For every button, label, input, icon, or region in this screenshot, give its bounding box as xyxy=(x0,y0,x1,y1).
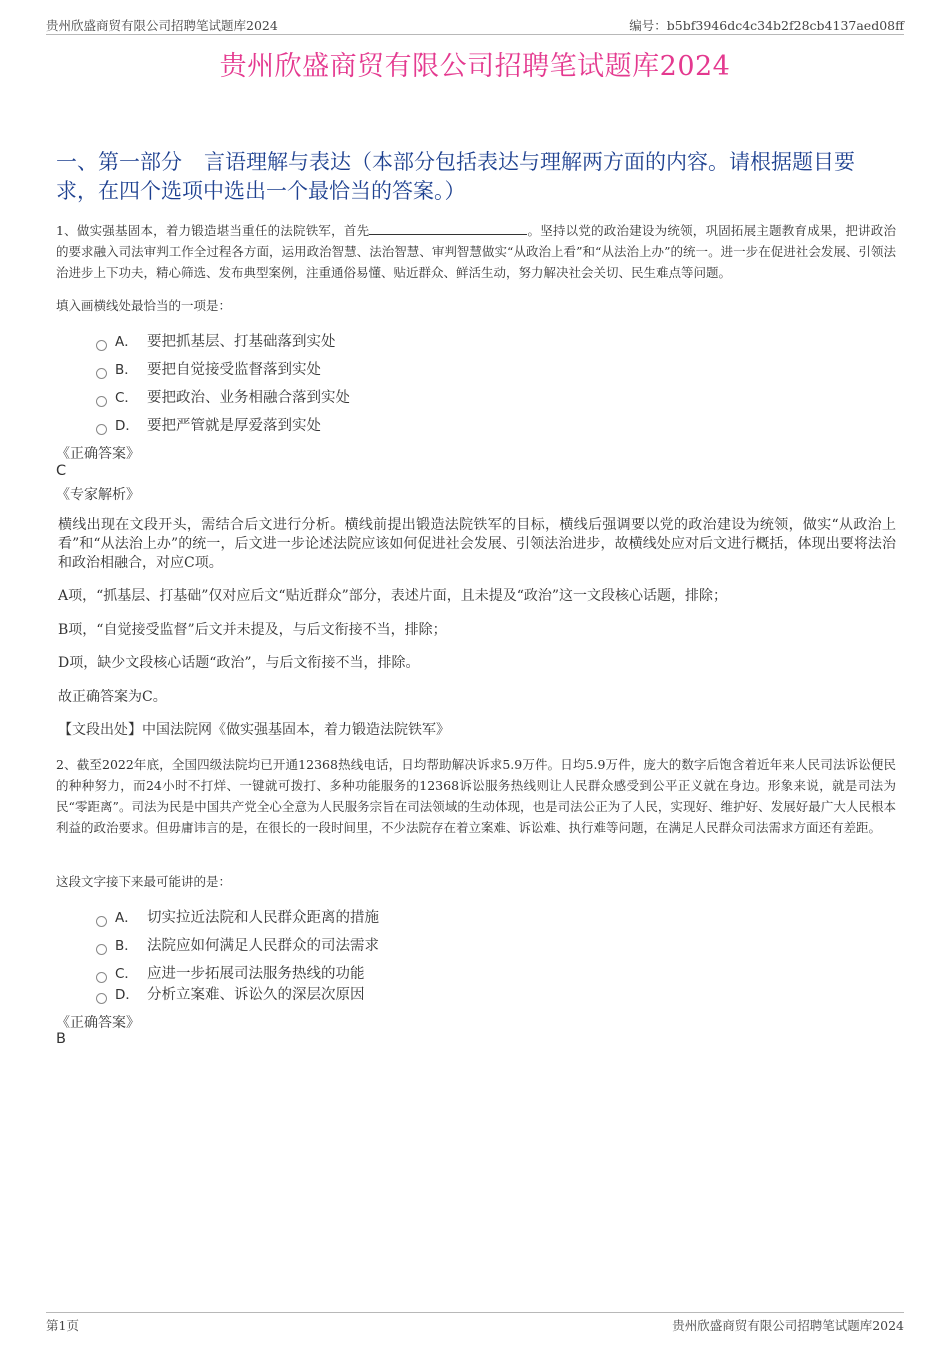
analysis-paragraph: A项，“抓基层、打基础”仅对应后文“贴近群众”部分，表述片面，且未提及“政治”这一文段核心话题，排除； xyxy=(58,588,728,604)
question-1-answer: C xyxy=(56,463,67,479)
option-letter: C． xyxy=(115,390,138,406)
option-letter: B． xyxy=(115,938,138,954)
question-2-answer: B xyxy=(56,1031,66,1047)
option-letter: B． xyxy=(115,362,138,378)
section-part: 一、第一部分 xyxy=(56,150,182,174)
question-1-option-d[interactable] xyxy=(96,414,321,436)
question-1-answer-label: 《正确答案》 xyxy=(56,446,140,462)
question-1-option-b[interactable] xyxy=(96,358,321,380)
question-2-stem: 2、截至2022年底，全国四级法院均已开通12368热线电话，日均帮助解决诉求5.9万件。日均5.9万件，庞大的数字后饱含着近年来人民司法诉讼便民的种种努力，而24小时不打烊、一键就可拨打、多种功能服务的12368诉讼服务热线则让人民群众感受到公平正义就在身边。形象来说，就是司法为民“零距离”。司法为民是中国共产党全心全意为人民服务宗旨在司法领域的生动体现，也是司法公正为了人民，实现好、维护好、发展好最广大人民根本利益的政治要求。但毋庸讳言的是，在很长的一段时间里，不少法院存在着立案难、诉讼难、执行难等问题，在满足人民群众司法需求方面还有差距。 xyxy=(56,757,896,835)
question-1-analysis-label: 《专家解析》 xyxy=(56,487,140,503)
option-text: 要把严管就是厚爱落到实处 xyxy=(147,418,321,434)
option-text: 应进一步拓展司法服务热线的功能 xyxy=(147,966,365,982)
page-title: 贵州欣盛商贸有限公司招聘笔试题库2024 xyxy=(219,51,731,82)
option-text: 分析立案难、诉讼久的深层次原因 xyxy=(147,987,365,1003)
question-2-option-d[interactable] xyxy=(96,983,365,1005)
option-letter: C． xyxy=(115,966,138,982)
option-letter: A． xyxy=(115,334,138,350)
question-2-option-c[interactable] xyxy=(96,962,365,984)
question-2-prompt: 这段文字接下来最可能讲的是： xyxy=(56,874,232,889)
radio-icon[interactable] xyxy=(96,916,107,927)
option-text: 要把政治、业务相融合落到实处 xyxy=(147,390,350,406)
question-1-option-a[interactable] xyxy=(96,330,336,352)
page-footer xyxy=(46,1312,904,1333)
option-letter: A． xyxy=(115,910,138,926)
section-description: 言语理解与表达（本部分包括表达与理解两方面的内容。请根据题目要求，在四个选项中选出一个最恰当的答案。） xyxy=(56,150,855,203)
header-doc-title: 贵州欣盛商贸有限公司招聘笔试题库2024 xyxy=(46,18,278,33)
question-1-stem xyxy=(56,220,896,283)
option-text: 要把抓基层、打基础落到实处 xyxy=(147,334,336,350)
radio-icon[interactable] xyxy=(96,368,107,379)
radio-icon[interactable] xyxy=(96,944,107,955)
radio-icon[interactable] xyxy=(96,424,107,435)
analysis-paragraph: B项，“自觉接受监督”后文并未提及，与后文衔接不当，排除； xyxy=(58,622,447,638)
radio-icon[interactable] xyxy=(96,396,107,407)
footer-doc-title: 贵州欣盛商贸有限公司招聘笔试题库2024 xyxy=(672,1318,904,1333)
page-header xyxy=(46,14,904,35)
radio-icon[interactable] xyxy=(96,972,107,983)
radio-icon[interactable] xyxy=(96,340,107,351)
fill-blank xyxy=(369,222,527,235)
question-1-prompt: 填入画横线处最恰当的一项是： xyxy=(56,298,232,313)
analysis-paragraph: 横线出现在文段开头，需结合后文进行分析。横线前提出锻造法院铁军的目标，横线后强调要以党的政治建设为统领，做实“从政治上看”和“从法治上办”的统一，后文进一步论述法院应该如何促进社会发展、引领法治进步，故横线处应对后文进行概括，体现出要将法治和政治相融合，对应C项。 xyxy=(58,517,896,571)
question-1-stem-before: 1、做实强基固本，着力锻造堪当重任的法院铁军，首先 xyxy=(56,223,370,238)
option-text: 切实拉近法院和人民群众距离的措施 xyxy=(147,910,379,926)
header-doc-id: 编号：b5bf3946dc4c34b2f28cb4137aed08ff xyxy=(629,18,904,33)
question-1-option-c[interactable] xyxy=(96,386,350,408)
option-letter: D． xyxy=(115,418,139,434)
radio-icon[interactable] xyxy=(96,993,107,1004)
page-number: 第1页 xyxy=(46,1318,79,1333)
option-text: 要把自觉接受监督落到实处 xyxy=(147,362,321,378)
option-letter: D． xyxy=(115,987,139,1003)
question-2-option-a[interactable] xyxy=(96,906,379,928)
question-2-answer-label: 《正确答案》 xyxy=(56,1015,140,1031)
analysis-paragraph: D项，缺少文段核心话题“政治”，与后文衔接不当，排除。 xyxy=(58,655,420,671)
analysis-source: 【文段出处】中国法院网《做实强基固本，着力锻造法院铁军》 xyxy=(58,722,450,738)
question-1-stem-after: 。坚持以党的政治建设为统领，巩固拓展主题教育成果，把讲政治的要求融入司法审判工作全过程各方面，运用政治智慧、法治智慧、审判智慧做实“从政治上看”和“从法治上办”的统一。进一步在促进社会发展、引领法治进步上下功夫，精心筛选、发布典型案例，注重通俗易懂、贴近群众、鲜活生动，努力解决社会关切、民生难点等问题。 xyxy=(56,223,896,280)
question-2-option-b[interactable] xyxy=(96,934,379,956)
option-text: 法院应如何满足人民群众的司法需求 xyxy=(147,938,379,954)
analysis-paragraph: 故正确答案为C。 xyxy=(58,689,167,705)
section-heading xyxy=(56,148,896,206)
